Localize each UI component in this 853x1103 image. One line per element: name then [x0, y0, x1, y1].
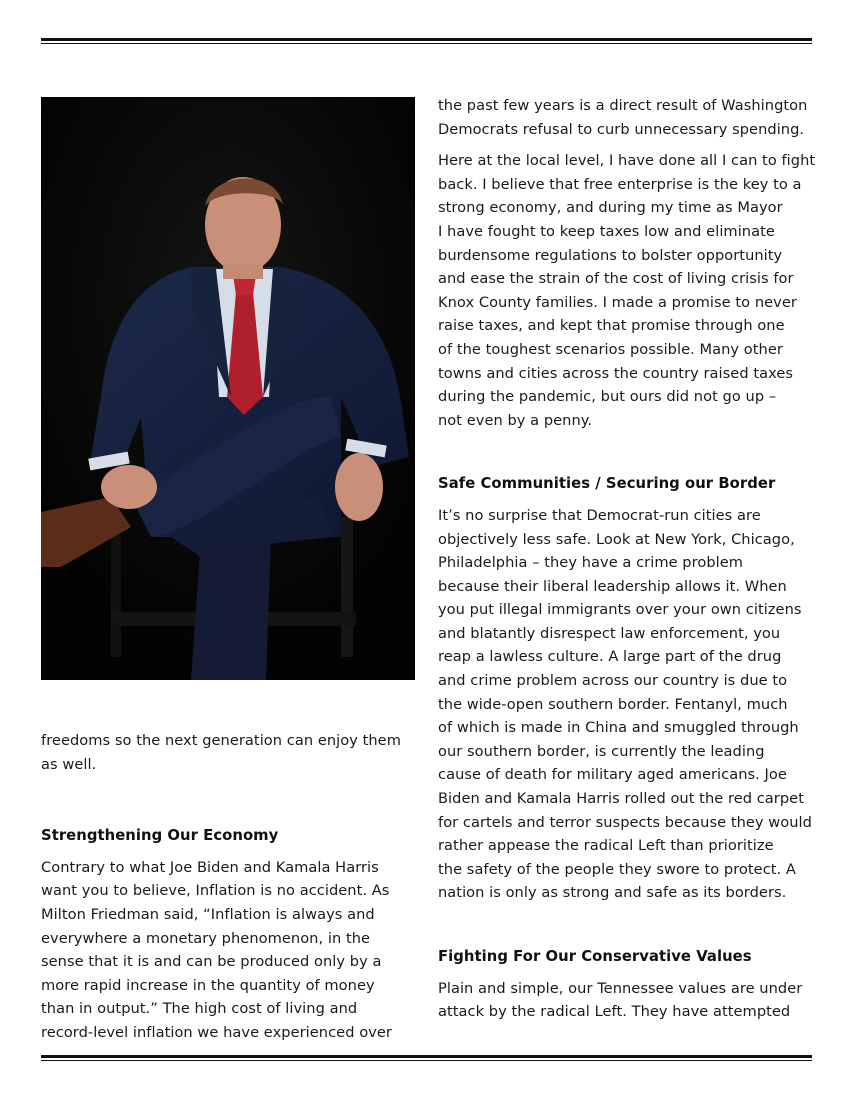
- safety-heading: Safe Communities / Securing our Border: [438, 475, 776, 493]
- values-heading: Fighting For Our Conservative Values: [438, 948, 752, 965]
- economy-heading: Strengthening Our Economy: [41, 827, 279, 845]
- right-column: [438, 94, 818, 1024]
- left-column: [41, 729, 416, 1045]
- portrait-photo: [41, 97, 415, 680]
- right-continuation-paragraph: the past few years is a direct result of Washington Democrats refusal to curb unnecessary spending.: [438, 97, 808, 138]
- left-continuation-paragraph: freedoms so the next generation can enjoy them as well.: [41, 732, 401, 773]
- bottom-double-rule: [41, 1055, 812, 1062]
- portrait-illustration: [41, 97, 415, 680]
- values-paragraph: Plain and simple, our Tennessee values are under attack by the radical Left. They have attempted: [438, 979, 803, 1021]
- economy-paragraph: Contrary to what Joe Biden and Kamala Harris want you to believe, Inflation is no accident. As Milton Friedman said, “Inflation is always and everywhere a monetary phenomenon, in the sense that it is and can be produced only by a more rapid increase in the quantity of money than in output.” The high cost of living and record-level inflation we have experienced over: [41, 858, 392, 1041]
- top-double-rule: [41, 38, 812, 45]
- local-level-paragraph: Here at the local level, I have done all I can to fight back. I believe that free enterprise is the key to a strong economy, and during my time as Mayor I have fought to keep taxes low and eliminate burdensome regulations to bolster opportunity and ease the strain of the cost of living crisis for Knox County families. I made a promise to never raise taxes, and kept that promise through one of the toughest scenarios possible. Many other towns and cities across the country raised taxes during the pandemic, but ours did not go up – not even by a penny.: [438, 152, 816, 429]
- safety-paragraph: It’s no surprise that Democrat-run cities are objectively less safe. Look at New York, Chicago, Philadelphia – they have a crime problem because their liberal leadership allows it. When you put illegal immigrants over your own citizens and blatantly disrespect law enforcement, you reap a lawless culture. A large part of the drug and crime problem across our country is due to the wide-open southern border. Fentanyl, much of which is made in China and smuggled through our southern border, is currently the leading cause of death for military aged americans. Joe Biden and Kamala Harris rolled out the red carpet for cartels and terror suspects because they would rather appease the radical Left than prioritize the safety of the people they swore to protect. A nation is only as strong and safe as its borders.: [438, 506, 812, 902]
